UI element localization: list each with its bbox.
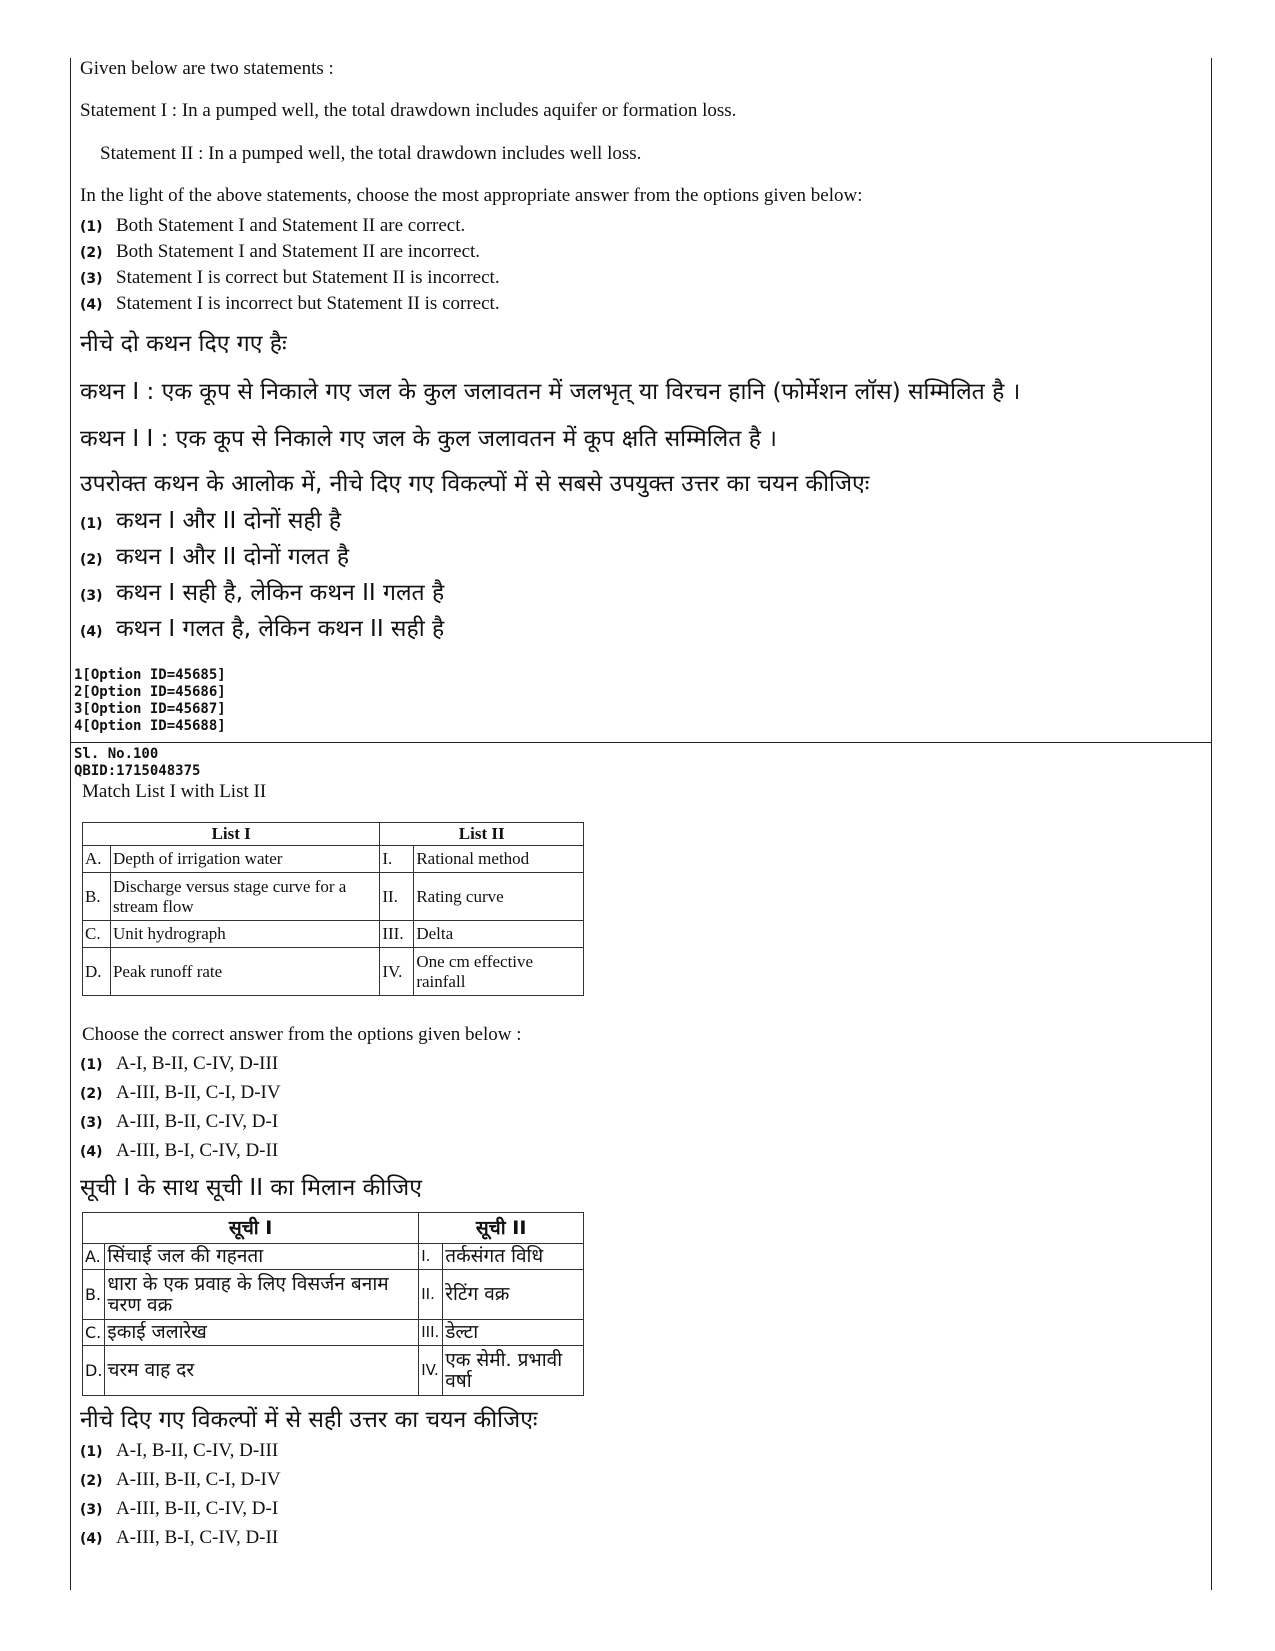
q1-hi-instruction: उपरोक्त कथन के आलोक में, नीचे दिए गए विकल्पों में से सबसे उपयुक्त उत्तर का चयन कीजिएः <box>80 471 870 497</box>
row-item: रेटिंग वक्र <box>443 1270 584 1320</box>
option-text: Statement I is correct but Statement II is incorrect. <box>116 267 500 288</box>
option-number: (1) <box>80 1057 103 1073</box>
option-number: (2) <box>80 1086 103 1102</box>
option-id: 3[Option ID=45687] <box>74 701 226 717</box>
option-number: (1) <box>80 516 103 532</box>
row-item: Peak runoff rate <box>110 948 379 996</box>
match-table-en <box>82 822 584 996</box>
q1-option-4 <box>80 293 500 315</box>
q1-hi-option-1 <box>80 503 341 535</box>
q1-statement-1: Statement I : In a pumped well, the total drawdown includes aquifer or formation loss. <box>80 100 737 121</box>
table-row <box>83 1346 584 1396</box>
list-1-header: List I <box>83 823 380 846</box>
option-id: 1[Option ID=45685] <box>74 667 226 683</box>
row-key: B. <box>83 873 111 921</box>
row-item: डेल्टा <box>443 1320 584 1346</box>
table-row <box>83 921 584 948</box>
table-row <box>83 846 584 873</box>
option-text: कथन I गलत है, लेकिन कथन II सही है <box>116 616 445 642</box>
row-item: Rational method <box>414 846 584 873</box>
q1-hi-option-3 <box>80 575 444 607</box>
option-number: (3) <box>80 588 103 604</box>
q1-option-2 <box>80 241 480 263</box>
option-number: (3) <box>80 1502 103 1518</box>
q2-hi-option-3 <box>80 1498 278 1520</box>
q1-intro: Given below are two statements : <box>80 58 334 79</box>
right-border <box>1211 58 1212 1590</box>
option-text: A-I, B-II, C-IV, D-III <box>116 1053 279 1074</box>
q2-instruction: Choose the correct answer from the options given below : <box>82 1024 522 1045</box>
table-row <box>83 1270 584 1320</box>
option-text: Statement I is incorrect but Statement II is correct. <box>116 293 500 314</box>
serial-number: Sl. No.100 <box>74 746 159 762</box>
row-key: III. <box>419 1320 443 1346</box>
row-key: I. <box>380 846 414 873</box>
option-number: (4) <box>80 297 103 313</box>
q2-hi-option-4 <box>80 1527 278 1549</box>
left-border <box>70 58 71 1590</box>
option-text: A-III, B-II, C-IV, D-I <box>116 1111 279 1132</box>
table-row <box>83 1320 584 1346</box>
row-item: एक सेमी. प्रभावी वर्षा <box>443 1346 584 1396</box>
question-divider <box>70 742 1212 743</box>
q1-hi-option-4 <box>80 611 444 643</box>
question-meta <box>74 746 200 780</box>
option-text: Both Statement I and Statement II are incorrect. <box>116 241 481 262</box>
option-id: 4[Option ID=45688] <box>74 718 226 734</box>
row-key: III. <box>380 921 414 948</box>
row-item: Depth of irrigation water <box>110 846 379 873</box>
match-table-hi <box>82 1212 584 1396</box>
q1-hi-statement-1: कथन I : एक कूप से निकाले गए जल के कुल जलावतन में जलभृत् या विरचन हानि (फोर्मेशन लॉस) सम्मिलित है । <box>80 379 1021 405</box>
row-item: इकाई जलारेख <box>105 1320 419 1346</box>
q1-hi-option-2 <box>80 539 349 571</box>
q2-option-4 <box>80 1140 278 1162</box>
list-2-header: सूची II <box>419 1213 584 1244</box>
option-text: A-I, B-II, C-IV, D-III <box>116 1440 279 1461</box>
row-item: सिंचाई जल की गहनता <box>105 1244 419 1270</box>
row-key: C. <box>83 1320 105 1346</box>
row-key: I. <box>419 1244 443 1270</box>
option-number: (4) <box>80 1144 103 1160</box>
q2-hi-instruction: नीचे दिए गए विकल्पों में से सही उत्तर का चयन कीजिएः <box>80 1407 538 1433</box>
q1-instruction: In the light of the above statements, choose the most appropriate answer from the options given below: <box>80 185 863 206</box>
row-key: D. <box>83 948 111 996</box>
option-number: (1) <box>80 219 103 235</box>
option-text: A-III, B-I, C-IV, D-II <box>116 1527 279 1548</box>
option-number: (4) <box>80 624 103 640</box>
option-id: 2[Option ID=45686] <box>74 684 226 700</box>
list-2-header: List II <box>380 823 584 846</box>
q2-hi-option-2 <box>80 1469 281 1491</box>
option-number: (3) <box>80 1115 103 1131</box>
option-text: A-III, B-II, C-I, D-IV <box>116 1082 281 1103</box>
q1-option-1 <box>80 215 465 237</box>
qbid: QBID:1715048375 <box>74 763 201 779</box>
row-item: तर्कसंगत विधि <box>443 1244 584 1270</box>
table-row <box>83 1244 584 1270</box>
option-text: कथन I और II दोनों सही है <box>116 508 342 534</box>
row-key: II. <box>380 873 414 921</box>
table-row <box>83 948 584 996</box>
table-row <box>83 873 584 921</box>
option-number: (3) <box>80 271 103 287</box>
option-text: A-III, B-II, C-I, D-IV <box>116 1469 281 1490</box>
row-key: D. <box>83 1346 105 1396</box>
q2-option-2 <box>80 1082 281 1104</box>
q1-hi-statement-2: कथन I I : एक कूप से निकाले गए जल के कुल जलावतन में कूप क्षति सम्मिलित है । <box>80 426 777 452</box>
row-item: Unit hydrograph <box>110 921 379 948</box>
option-text: A-III, B-I, C-IV, D-II <box>116 1140 279 1161</box>
option-id-list <box>74 667 226 735</box>
row-key: IV. <box>380 948 414 996</box>
option-number: (2) <box>80 552 103 568</box>
row-item: Discharge versus stage curve for a stream flow <box>110 873 379 921</box>
row-key: II. <box>419 1270 443 1320</box>
q2-hi-title: सूची I के साथ सूची II का मिलान कीजिए <box>80 1175 422 1201</box>
option-number: (2) <box>80 1473 103 1489</box>
list-1-header: सूची I <box>83 1213 419 1244</box>
option-text: कथन I सही है, लेकिन कथन II गलत है <box>116 580 445 606</box>
row-key: C. <box>83 921 111 948</box>
q2-option-1 <box>80 1053 278 1075</box>
option-text: A-III, B-II, C-IV, D-I <box>116 1498 279 1519</box>
row-key: B. <box>83 1270 105 1320</box>
q2-title: Match List I with List II <box>82 781 267 802</box>
row-key: A. <box>83 1244 105 1270</box>
q1-option-3 <box>80 267 500 289</box>
row-item: धारा के एक प्रवाह के लिए विसर्जन बनाम चरण वक्र <box>105 1270 419 1320</box>
option-text: Both Statement I and Statement II are correct. <box>116 215 466 236</box>
q1-hi-intro: नीचे दो कथन दिए गए हैः <box>80 331 287 357</box>
row-item: Rating curve <box>414 873 584 921</box>
q2-option-3 <box>80 1111 278 1133</box>
q1-statement-2: Statement II : In a pumped well, the total drawdown includes well loss. <box>100 143 642 164</box>
option-text: कथन I और II दोनों गलत है <box>116 544 350 570</box>
option-number: (1) <box>80 1444 103 1460</box>
q2-hi-option-1 <box>80 1440 278 1462</box>
row-item: Delta <box>414 921 584 948</box>
row-item: One cm effective rainfall <box>414 948 584 996</box>
row-key: IV. <box>419 1346 443 1396</box>
option-number: (2) <box>80 245 103 261</box>
row-key: A. <box>83 846 111 873</box>
option-number: (4) <box>80 1531 103 1547</box>
row-item: चरम वाह दर <box>105 1346 419 1396</box>
